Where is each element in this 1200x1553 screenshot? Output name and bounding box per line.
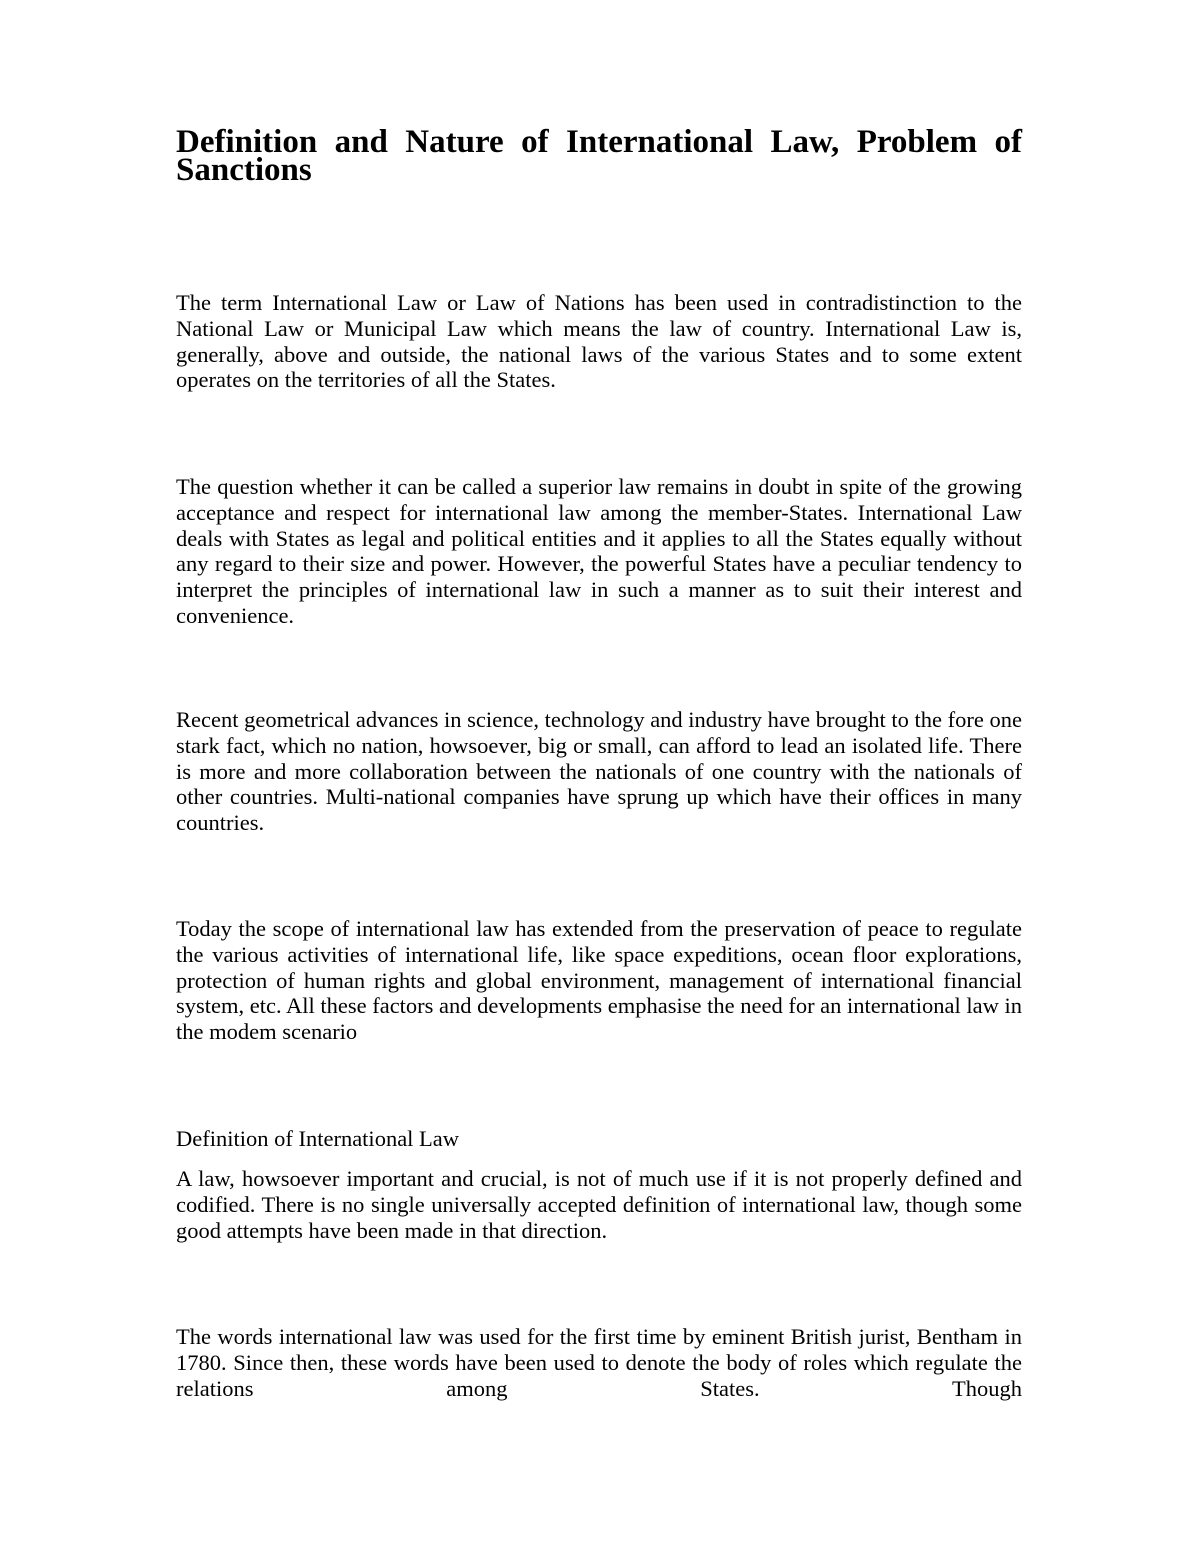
section-heading: Definition of International Law xyxy=(176,1126,460,1151)
document-title: Definition and Nature of International Law, Problem of Sanctions xyxy=(176,124,1022,188)
section-paragraph-2: The words international law was used for the first time by eminent British jurist, Bentham in 1780. Since then, these words have been used to denote the body of roles which regulate the relations among States. Though xyxy=(176,1324,1022,1401)
paragraph-1: The term International Law or Law of Nations has been used in contradistinction to the National Law or Municipal Law which means the law of country. International Law is, generally, above and outside, the national laws of the various States and to some extent operates on the territories of all the States. xyxy=(176,290,1022,393)
paragraph-2: The question whether it can be called a superior law remains in doubt in spite of the growing acceptance and respect for international law among the member-States. International Law deals with States as legal and political entities and it applies to all the States equally without any regard to their size and power. However, the powerful States have a peculiar tendency to interpret the principles of international law in such a manner as to suit their interest and convenience. xyxy=(176,474,1022,628)
paragraph-3: Recent geometrical advances in science, technology and industry have brought to the fore one stark fact, which no nation, howsoever, big or small, can afford to lead an isolated life. There is more and more collaboration between the nationals of one country with the nationals of other countries. Multi-national companies have sprung up which have their offices in many countries. xyxy=(176,707,1022,836)
section-paragraph-1: A law, howsoever important and crucial, is not of much use if it is not properly defined and codified. There is no single universally accepted definition of international law, though some good attempts have been made in that direction. xyxy=(176,1166,1022,1243)
paragraph-4: Today the scope of international law has extended from the preservation of peace to regulate the various activities of international life, like space expeditions, ocean floor explorations, protection of human rights and global environment, management of international financial system, etc. All these factors and developments emphasise the need for an international law in the modem scenario xyxy=(176,916,1022,1045)
